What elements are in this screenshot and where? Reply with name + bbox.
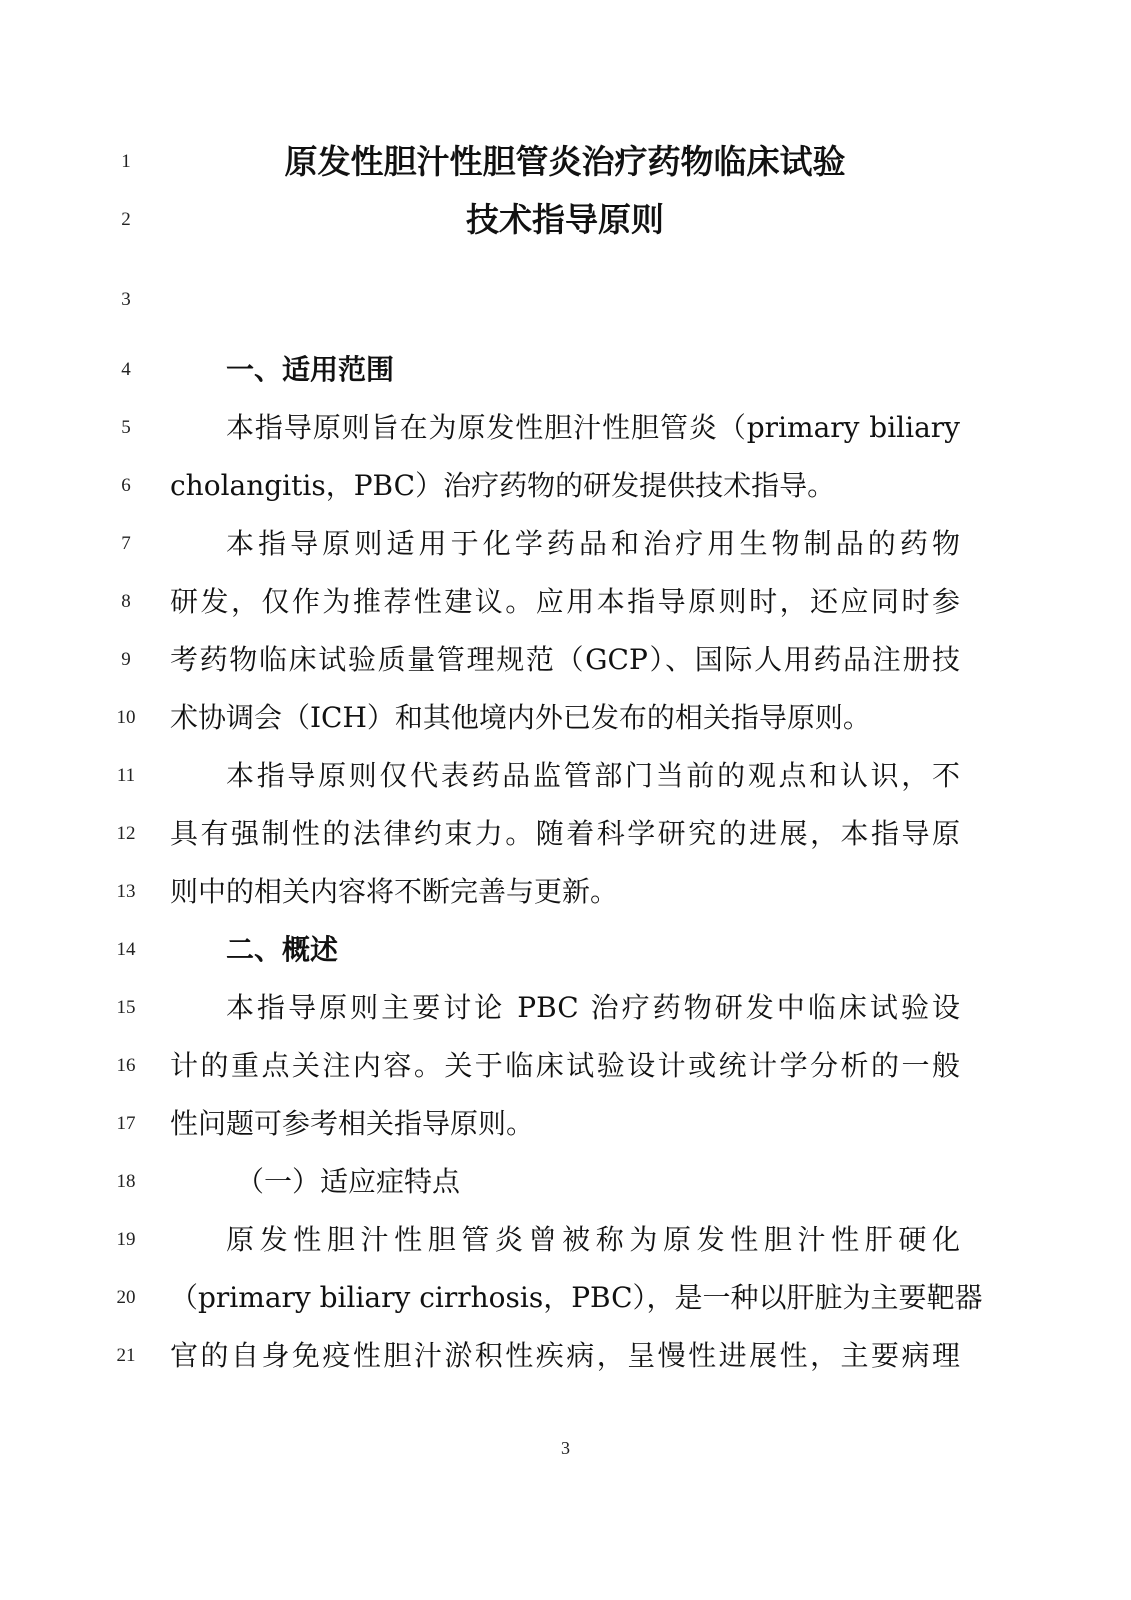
line-number: 9 — [121, 649, 131, 670]
line-number: 3 — [121, 289, 131, 310]
line-number: 1 — [121, 151, 131, 172]
line-14 — [0, 930, 1131, 970]
line-7 — [0, 524, 1131, 564]
paragraph-text: 原发性胆汁性胆管炎曾被称为原发性胆汁性肝硬化 — [226, 1223, 960, 1256]
line-number: 12 — [116, 823, 136, 844]
paragraph-text: 本指导原则适用于化学药品和治疗用生物制品的药物 — [226, 527, 960, 560]
paragraph-text: 官的自身免疫性胆汁淤积性疾病，呈慢性进展性，主要病理 — [170, 1339, 960, 1372]
line-number: 16 — [116, 1055, 136, 1076]
document-title-line-1: 原发性胆汁性胆管炎治疗药物临床试验 — [284, 142, 846, 181]
paragraph-text: 性问题可参考相关指导原则。 — [170, 1107, 535, 1140]
line-3 — [0, 280, 1131, 320]
line-4 — [0, 350, 1131, 390]
line-number: 21 — [116, 1345, 136, 1366]
paragraph-text: 考药物临床试验质量管理规范（GCP）、国际人用药品注册技 — [170, 643, 960, 676]
line-number: 10 — [116, 707, 136, 728]
line-number: 17 — [116, 1113, 136, 1134]
line-11 — [0, 756, 1131, 796]
paragraph-text: cholangitis，PBC）治疗药物的研发提供技术指导。 — [170, 469, 836, 502]
paragraph-text: 具有强制性的法律约束力。随着科学研究的进展，本指导原 — [170, 817, 960, 850]
line-number: 20 — [116, 1287, 136, 1308]
line-number: 13 — [116, 881, 136, 902]
line-number: 2 — [121, 209, 131, 230]
line-number: 18 — [116, 1171, 136, 1192]
line-number: 5 — [121, 417, 131, 438]
line-16 — [0, 1046, 1131, 1086]
line-1 — [0, 142, 1131, 182]
line-number: 14 — [116, 939, 136, 960]
line-2 — [0, 200, 1131, 240]
section-heading-overview: 二、概述 — [226, 933, 339, 966]
line-number: 11 — [116, 765, 136, 786]
paragraph-text: 本指导原则主要讨论 PBC 治疗药物研发中临床试验设 — [226, 991, 960, 1024]
line-number: 8 — [121, 591, 131, 612]
line-number: 19 — [116, 1229, 136, 1250]
line-19 — [0, 1220, 1131, 1260]
paragraph-text: 本指导原则仅代表药品监管部门当前的观点和认识，不 — [226, 759, 960, 792]
line-6 — [0, 466, 1131, 506]
line-15 — [0, 988, 1131, 1028]
section-heading-scope: 一、适用范围 — [226, 353, 395, 386]
line-number: 15 — [116, 997, 136, 1018]
document-title-line-2: 技术指导原则 — [466, 200, 664, 239]
line-18 — [0, 1162, 1131, 1202]
line-17 — [0, 1104, 1131, 1144]
line-12 — [0, 814, 1131, 854]
line-10 — [0, 698, 1131, 738]
paragraph-text: 则中的相关内容将不断完善与更新。 — [170, 875, 619, 908]
line-number: 6 — [121, 475, 131, 496]
paragraph-text: （primary biliary cirrhosis，PBC），是一种以肝脏为主要靶器 — [170, 1281, 983, 1314]
paragraph-text: 计的重点关注内容。关于临床试验设计或统计学分析的一般 — [170, 1049, 960, 1082]
line-21 — [0, 1336, 1131, 1376]
paragraph-text: 本指导原则旨在为原发性胆汁性胆管炎（primary biliary — [226, 411, 960, 444]
line-5 — [0, 408, 1131, 448]
paragraph-text: 研发，仅作为推荐性建议。应用本指导原则时，还应同时参 — [170, 585, 960, 618]
line-13 — [0, 872, 1131, 912]
line-number: 4 — [121, 359, 131, 380]
line-20 — [0, 1278, 1131, 1318]
line-number: 7 — [121, 533, 131, 554]
line-8 — [0, 582, 1131, 622]
line-9 — [0, 640, 1131, 680]
subsection-heading: （一）适应症特点 — [236, 1165, 461, 1198]
page-number: 3 — [561, 1438, 570, 1458]
paragraph-text: 术协调会（ICH）和其他境内外已发布的相关指导原则。 — [170, 701, 871, 734]
